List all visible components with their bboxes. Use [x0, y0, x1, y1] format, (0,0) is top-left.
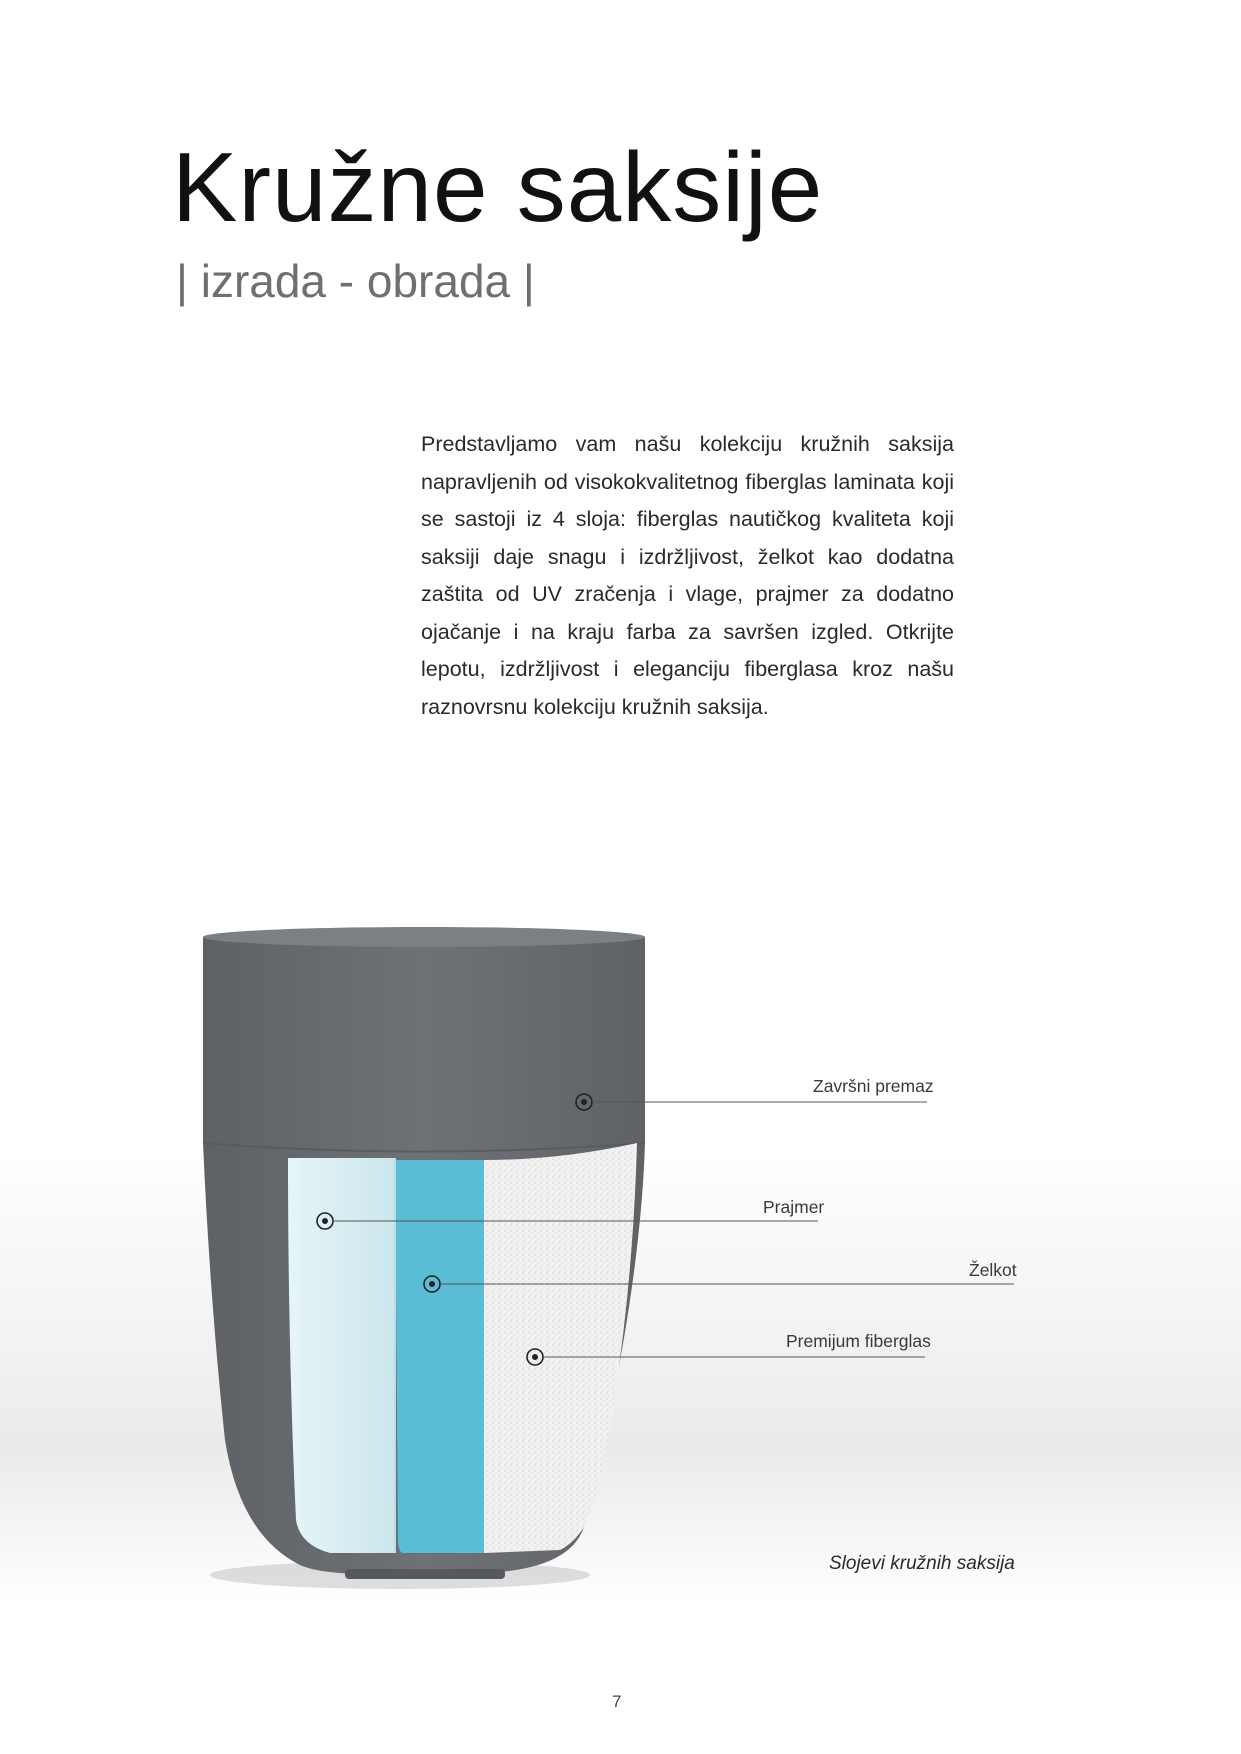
callout-primer-label: Prajmer: [763, 1197, 825, 1217]
intro-paragraph: Predstavljamo vam našu kolekciju kružnih saksija napravljenih od visokokvalitetnog fiberglas laminata koji se sastoji iz 4 sloja: fiberglas nautičkog kvaliteta koji saksiji daje snagu i izdržljivost, želkot kao dodatna zaštita od UV zračenja i vlage, prajmer za dodatno ojačanje i na kraju farba za savršen izgled. Otkrijte lepotu, izdržljivost i eleganciju fiberglasa kroz našu raznovrsnu kolekciju kružnih saksija.: [421, 432, 954, 719]
page-title: Kružne saksije: [172, 132, 824, 242]
fiberglass-layer: [484, 1143, 637, 1553]
page-number: 7: [612, 1692, 622, 1711]
pot-foot: [345, 1569, 505, 1579]
gelcoat-layer: [288, 1158, 395, 1553]
pot-rim: [203, 927, 645, 947]
callout-finish-label: Završni premaz: [813, 1076, 934, 1096]
callout-gelcoat-label: Želkot: [969, 1260, 1017, 1280]
page-subtitle: | izrada - obrada |: [176, 255, 535, 307]
diagram-caption: Slojevi kružnih saksija: [829, 1553, 1015, 1574]
callout-fiberglass-label: Premijum fiberglas: [786, 1331, 931, 1351]
primer-layer: [395, 1160, 484, 1553]
